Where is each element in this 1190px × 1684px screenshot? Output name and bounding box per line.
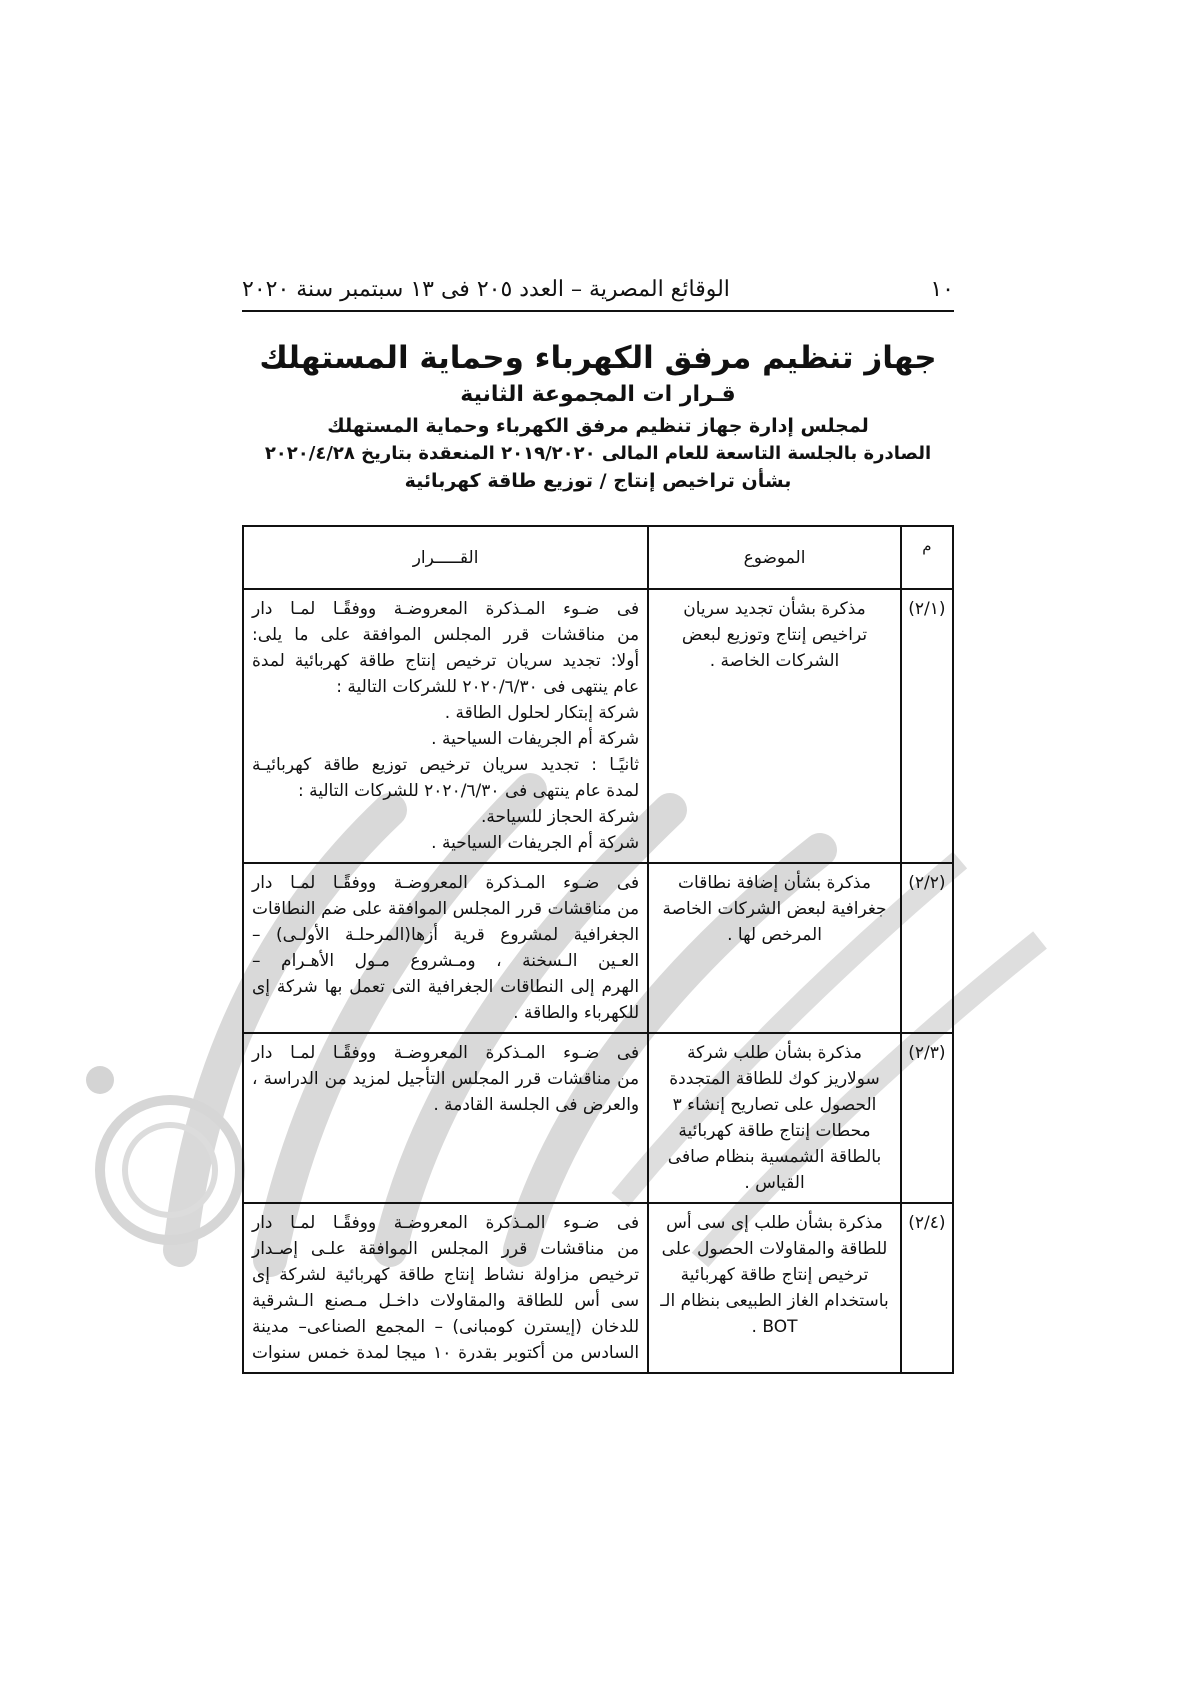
decision-line: ترخيص مزاولة نشاط إنتاج طاقة كهربائية لشركة إى bbox=[252, 1265, 640, 1285]
header-decision: القـــــرار bbox=[243, 526, 648, 589]
decision-line: للكهرباء والطاقة . bbox=[513, 1003, 640, 1023]
decision-line: من مناقشات قرر المجلس الموافقة علـى إصـدار bbox=[252, 1239, 640, 1259]
row-number: (٢/٢) bbox=[901, 863, 953, 1033]
board-title: لمجلس إدارة جهاز تنظيم مرفق الكهرباء وحماية المستهلك bbox=[327, 415, 869, 437]
decision-line: والعرض فى الجلسة القادمة . bbox=[433, 1095, 640, 1115]
header-subject: الموضوع bbox=[648, 526, 901, 589]
table-header-row bbox=[243, 526, 953, 589]
row-subject: مذكرة بشأن إضافة نطاقات جغرافية لبعض الشركات الخاصة المرخص لها . bbox=[648, 863, 901, 1033]
decision-line: العـين الـسخنة ، ومـشروع مـول الأهـرام – bbox=[252, 951, 640, 971]
row-number: (٢/١) bbox=[901, 589, 953, 863]
decision-line: الهرم إلى النطاقات الجغرافية التى تعمل بها شركة إى bbox=[252, 977, 640, 997]
row-subject: مذكرة بشأن تجديد سريان تراخيص إنتاج وتوزيع لبعض الشركات الخاصة . bbox=[648, 589, 901, 863]
decision-line: أولا: تجديد سريان ترخيص إنتاج طاقة كهربائية لمدة bbox=[252, 651, 640, 671]
table-row bbox=[243, 863, 953, 1033]
decision-line: من مناقشات قرر المجلس التأجيل لمزيد من الدراسة ، bbox=[252, 1069, 640, 1089]
decision-line: للدخان (إيسترن كومبانى) – المجمع الصناعى– مدينة bbox=[252, 1317, 640, 1337]
decision-line: شركة الحجاز للسياحة. bbox=[480, 807, 640, 827]
table-row bbox=[243, 1203, 953, 1373]
decision-line: الجغرافية لمشروع قرية أزها(المرحلـة الأولـى) – bbox=[252, 925, 640, 945]
gazette-title: الوقائع المصرية – العدد ٢٠٥ فى ١٣ سبتمبر سنة ٢٠٢٠ bbox=[242, 276, 730, 302]
decision-headings bbox=[242, 340, 954, 492]
page-number: ١٠ bbox=[930, 276, 954, 302]
decision-line: عام ينتهى فى ٢٠٢٠/٦/٣٠ للشركات التالية : bbox=[336, 677, 640, 697]
row-decision bbox=[243, 589, 648, 863]
row-decision bbox=[243, 863, 648, 1033]
row-number: (٢/٤) bbox=[901, 1203, 953, 1373]
row-number: (٢/٣) bbox=[901, 1033, 953, 1203]
decision-line: من مناقشات قرر المجلس الموافقة على ما يلى: bbox=[252, 625, 640, 645]
group-title: قـرار ات المجموعة الثانية bbox=[460, 382, 736, 407]
decision-line: شركة إبتكار لحلول الطاقة . bbox=[444, 703, 640, 723]
decision-line: ثانيًـا : تجديد سريان ترخيص توزيع طاقة كهربائيـة bbox=[252, 755, 640, 775]
decision-line: فى ضـوء المـذكرة المعروضـة ووفقًـا لمـا دار bbox=[252, 599, 640, 619]
decision-line: شركة أم الجريفات السياحية . bbox=[431, 833, 640, 853]
session-line: الصادرة بالجلسة التاسعة للعام المالى ٢٠١٩/٢٠٢٠ المنعقدة بتاريخ ٢٠٢٠/٤/٢٨ bbox=[264, 443, 932, 464]
decision-line: فى ضـوء المـذكرة المعروضـة ووفقًـا لمـا دار bbox=[252, 1213, 640, 1233]
decision-line: من مناقشات قرر المجلس الموافقة على ضم النطاقات bbox=[252, 899, 640, 919]
running-header bbox=[242, 272, 954, 312]
decision-line: شركة أم الجريفات السياحية . bbox=[431, 729, 640, 749]
topic-line: بشأن تراخيص إنتاج / توزيع طاقة كهربائية bbox=[404, 470, 792, 492]
decision-line: لمدة عام ينتهى فى ٢٠٢٠/٦/٣٠ للشركات التالية : bbox=[297, 781, 640, 801]
row-decision bbox=[243, 1203, 648, 1373]
decision-line: السادس من أكتوبر بقدرة ١٠ ميجا لمدة خمس سنوات bbox=[252, 1343, 640, 1363]
decisions-table bbox=[242, 525, 954, 1374]
authority-title: جهاز تنظيم مرفق الكهرباء وحماية المستهلك bbox=[259, 340, 937, 376]
row-decision bbox=[243, 1033, 648, 1203]
header-num: م bbox=[901, 526, 953, 589]
decision-line: فى ضـوء المـذكرة المعروضـة ووفقًـا لمـا دار bbox=[252, 873, 640, 893]
decision-line: فى ضـوء المـذكرة المعروضـة ووفقًـا لمـا دار bbox=[252, 1043, 640, 1063]
table-row bbox=[243, 1033, 953, 1203]
table-row bbox=[243, 589, 953, 863]
decision-line: سى أس للطاقة والمقاولات داخـل مـصنع الـشرقية bbox=[252, 1291, 640, 1311]
row-subject: مذكرة بشأن طلب إى سى أس للطاقة والمقاولات الحصول على ترخيص إنتاج طاقة كهربائية باستخدام الغاز الطبيعى بنظام الـ BOT . bbox=[648, 1203, 901, 1373]
row-subject: مذكرة بشأن طلب شركة سولاريز كوك للطاقة المتجددة الحصول على تصاريح إنشاء ٣ محطات إنتاج طاقة كهربائية بالطاقة الشمسية بنظام صافى القياس . bbox=[648, 1033, 901, 1203]
